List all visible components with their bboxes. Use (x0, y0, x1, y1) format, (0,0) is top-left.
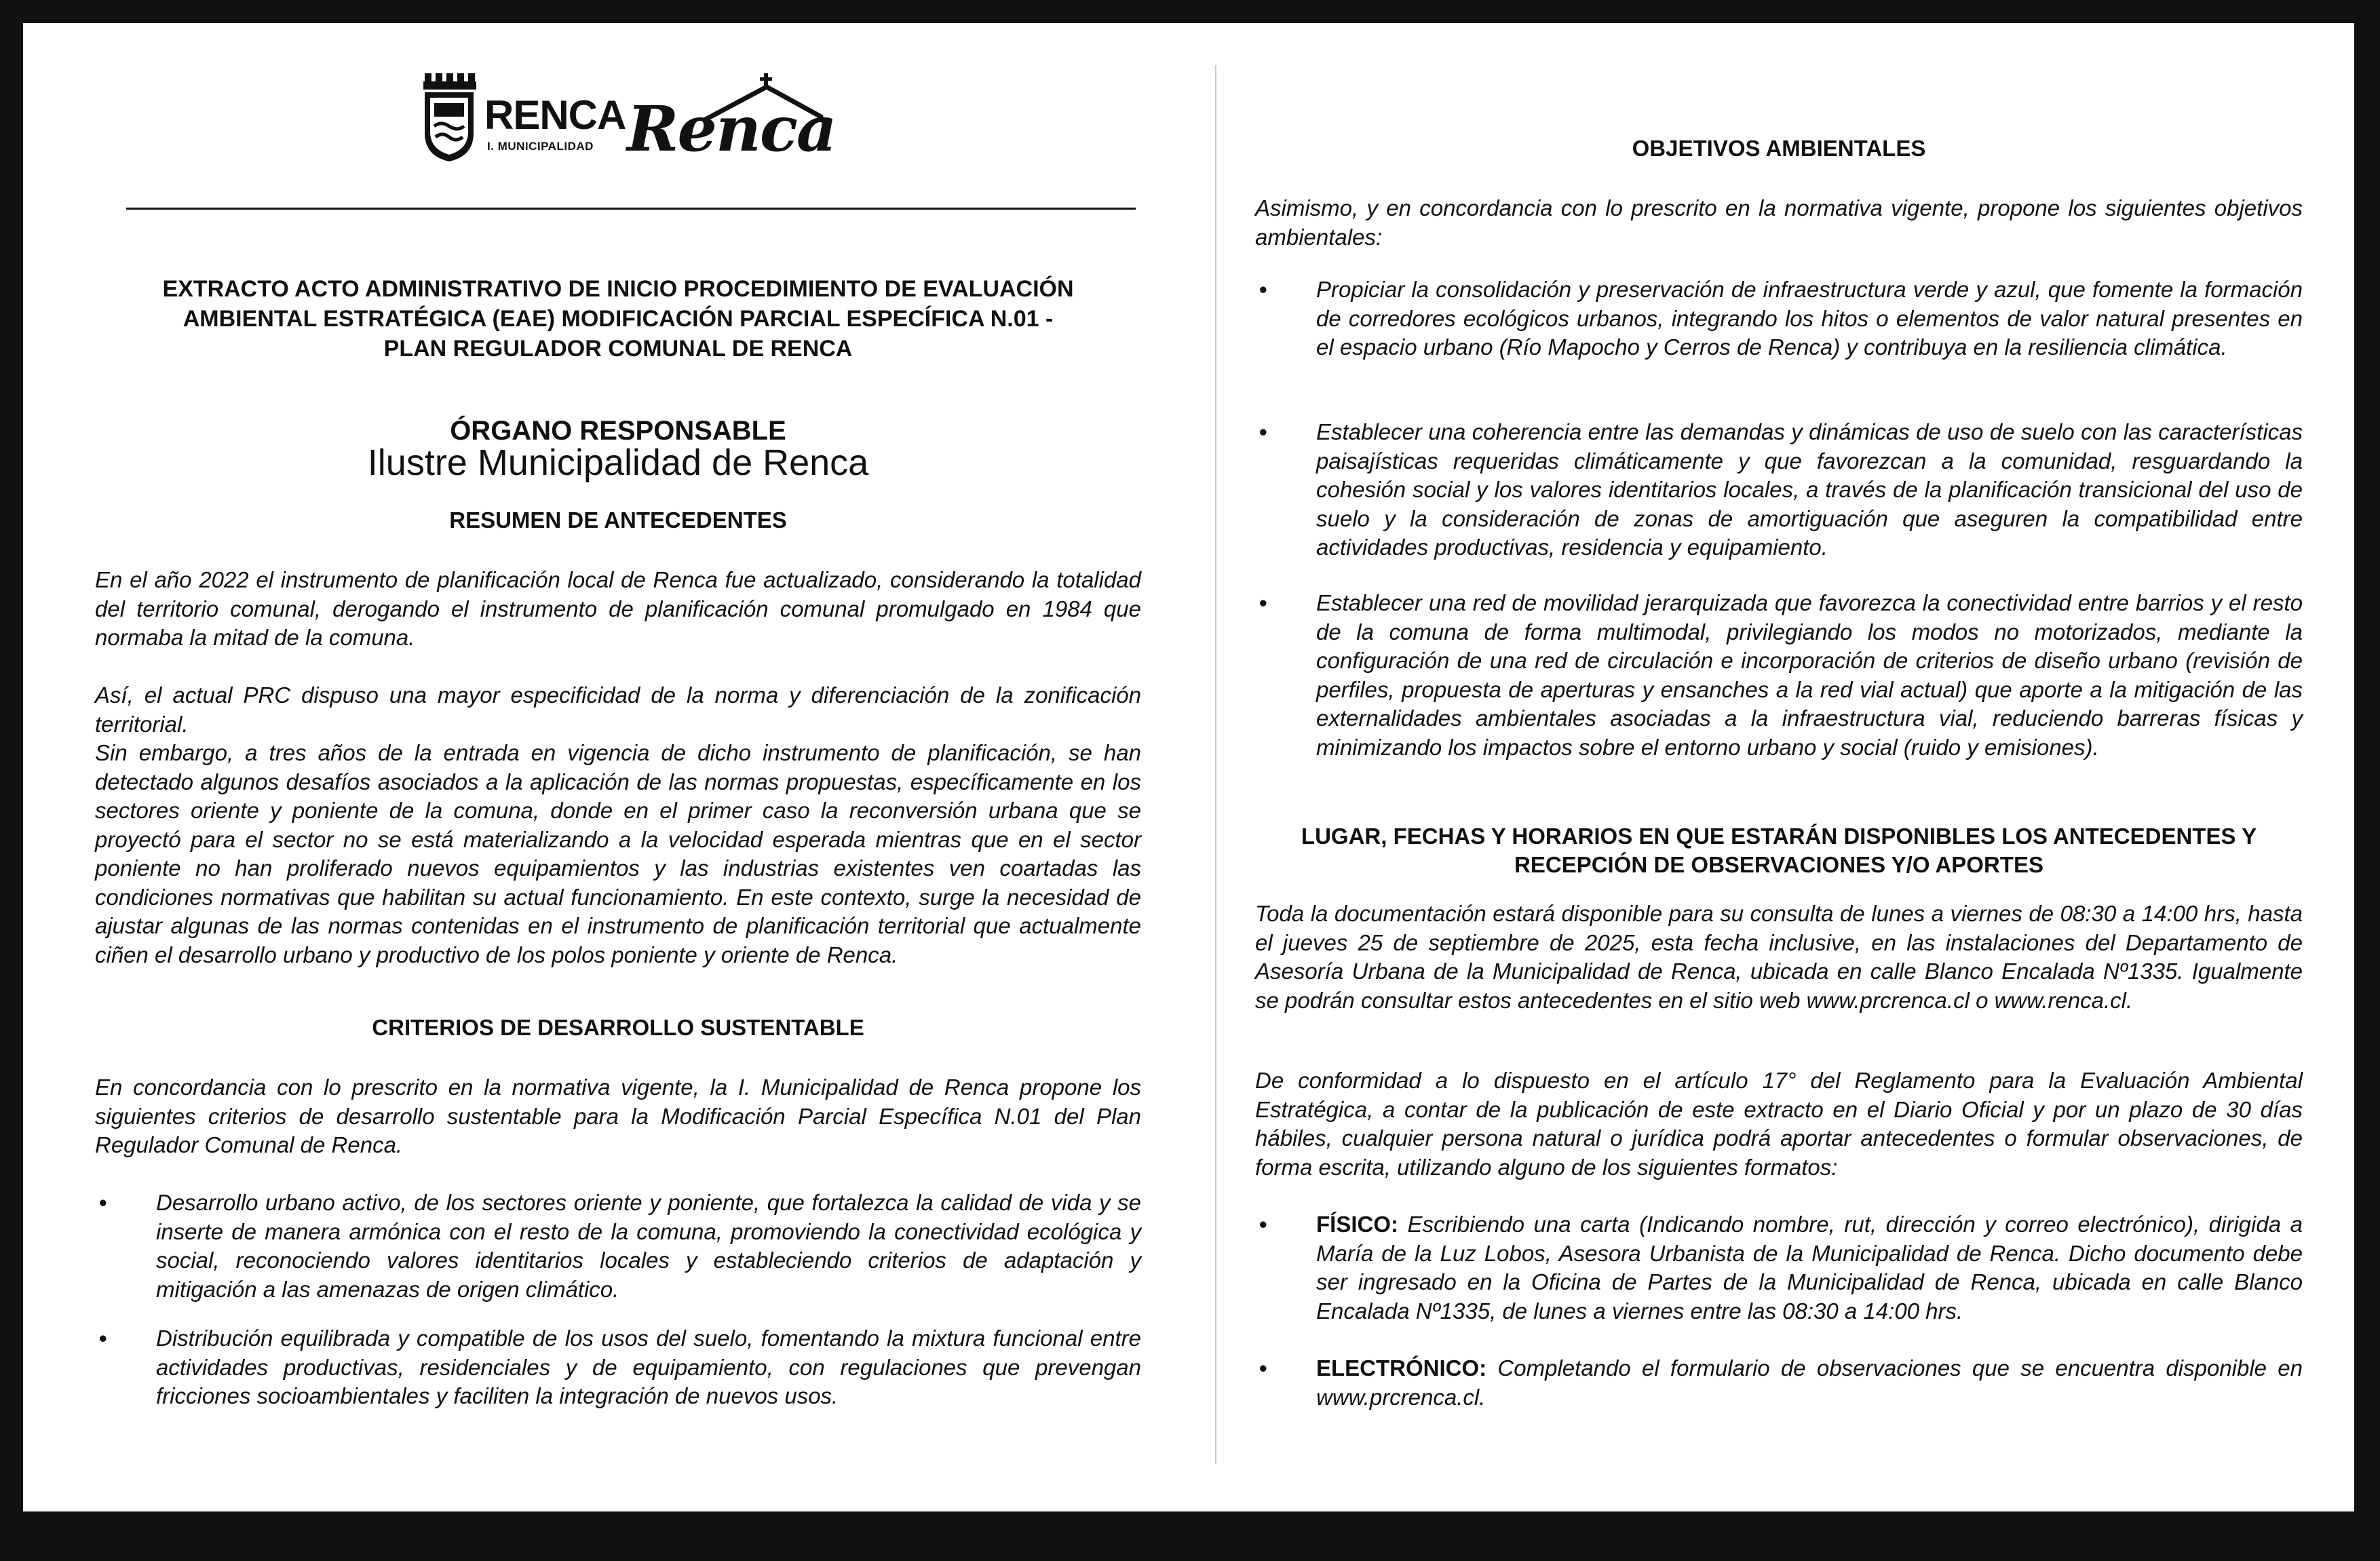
organo-name: Ilustre Municipalidad de Renca (367, 442, 869, 483)
renca-script-logo (624, 72, 836, 174)
bullet-dot: • (1259, 1212, 1267, 1237)
lugar-heading (1255, 822, 2303, 879)
formato-fisico-text (1316, 1210, 2303, 1326)
criterios-heading: CRITERIOS DE DESARROLLO SUSTENTABLE (372, 1015, 864, 1040)
header-rule (126, 208, 1136, 210)
document-page (23, 23, 2354, 1511)
bullet-dot: • (99, 1190, 107, 1215)
document-title (95, 274, 1141, 364)
resumen-paragraph-1: En el año 2022 el instrumento de planificación local de Renca fue actualizado, considerando la totalidad del territorio comunal, derogando el instrumento de planificación comunal promulgado en 1984 que normaba la mitad de la comuna. (95, 567, 1141, 650)
objetivo-item-text: Establecer una red de movilidad jerarquizada que favorezca la conectividad entre barrios y el resto de la comuna de forma multimodal, privilegiando los modos no motorizados, mediante la configuración de una red de circulación e incorporación de criterios de diseño urbano (revisión de perfiles, propuesta de aperturas y ensanches a la red vial actual) que aporte a la mitigación de las externalidades ambientales asociadas a la infraestructura vial, reduciendo barreras físicas y minimizando los impactos sobre el entorno urbano y social (ruido y emisiones). (1316, 590, 2303, 760)
criterio-item-text: Distribución equilibrada y compatible de los usos del suelo, fomentando la mixtura funcional entre actividades productivas, residenciales y de equipamiento, con regulaciones que prevengan fricciones socioambientales y faciliten la integración de nuevos usos. (156, 1326, 1141, 1408)
formato-electronico-label: ELECTRÓNICO: (1316, 1355, 1487, 1381)
objetivo-item-text: Propiciar la consolidación y preservación de infraestructura verde y azul, que fomente la formación de corredores ecológicos urbanos, integrando los hitos o elementos de valor natural presentes en el espacio urbano (Río Mapocho y Cerros de Renca) y contribuya en la resiliencia climática. (1316, 277, 2303, 360)
renca-subtitle: I. MUNICIPALIDAD (487, 140, 594, 153)
formato-electronico-description: Completando el formulario de observaciones que se encuentra disponible en www.prcrenca.cl. (1316, 1355, 2303, 1410)
renca-script-text: Renca (627, 92, 836, 166)
bullet-dot: • (99, 1326, 107, 1351)
bullet-dot: • (1259, 1355, 1267, 1381)
lugar-paragraph-1: Toda la documentación estará disponible para su consulta de lunes a viernes de 08:30 a 14:00 hrs, hasta el jueves 25 de septiembre de 2025, esta fecha inclusive, en las instalaciones del Departamento de Asesoría Urbana de la Municipalidad de Renca, ubicada en calle Blanco Encalada Nº1335. Igualmente se podrán consultar estos antecedentes en el sitio web www.prcrenca.cl o www.renca.cl. (1255, 901, 2303, 1013)
title-line-3: PLAN REGULADOR COMUNAL DE RENCA (383, 336, 853, 362)
criterios-intro: En concordancia con lo prescrito en la normativa vigente, la I. Municipalidad de Renca propone los siguientes criterios de desarrollo sustentable para la Modificación Parcial Específica N.01 del Plan Regulador Comunal de Renca. (95, 1075, 1141, 1157)
formato-electronico-text (1316, 1354, 2303, 1412)
objetivos-heading: OBJETIVOS AMBIENTALES (1632, 136, 1926, 161)
objetivo-item-text: Establecer una coherencia entre las demandas y dinámicas de uso de suelo con las características paisajísticas requeridas climáticamente y que favorezcan a la comunidad, resguardando la cohesión social y los valores identitarios locales, a través de la planificación transicional del uso de suelo y la consideración de zonas de amortiguación que aseguren la compatibilidad entre actividades productivas, residencia y equipamiento. (1316, 419, 2303, 560)
organo-heading: ÓRGANO RESPONSABLE (450, 416, 786, 446)
logo-area (421, 72, 862, 174)
criterio-item-text: Desarrollo urbano activo, de los sectores oriente y poniente, que fortalezca la calidad de vida y se inserte de manera armónica con el resto de la comuna, promoviendo la conectividad ecológica y social, reconociendo valores identitarios locales y estableciendo criterios de adaptación y mitigación a las amenazas de origen climático. (156, 1190, 1141, 1302)
formato-fisico-description: Escribiendo una carta (Indicando nombre, rut, dirección y correo electrónico), dirigida a María de la Luz Lobos, Asesora Urbanista de la Municipalidad de Renca. Dicho documento debe ser ingresado en la Oficina de Partes de la Municipalidad de Renca, ubicada en calle Blanco Encalada Nº1335, de lunes a viernes entre las 08:30 a 14:00 hrs. (1316, 1212, 2303, 1324)
title-line-2: AMBIENTAL ESTRATÉGICA (EAE) MODIFICACIÓN PARCIAL ESPECÍFICA N.01 - (183, 306, 1054, 332)
resumen-heading: RESUMEN DE ANTECEDENTES (449, 507, 787, 533)
renca-coat-of-arms-icon (421, 72, 478, 163)
resumen-paragraph-2: Así, el actual PRC dispuso una mayor especificidad de la norma y diferenciación de la zonificación territorial. (95, 682, 1141, 737)
lugar-heading-line-2: RECEPCIÓN DE OBSERVACIONES Y/O APORTES (1514, 852, 2043, 877)
bullet-dot: • (1259, 277, 1267, 302)
resumen-paragraph-3: Sin embargo, a tres años de la entrada en vigencia de dicho instrumento de planificación, se han detectado algunos desafíos asociados a la aplicación de las normas propuestas, específicamente en los sectores oriente y poniente de la comuna, donde en el primer caso la reconversión urbana que se proyectó para el sector no se está materializando a la velocidad esperada mientras que en el sector poniente no han proliferado nuevos equipamientos y las industrias existentes ven coartadas las condiciones normativas que habilitan su actual funcionamiento. En este contexto, surge la necesidad de ajustar algunas de las normas contenidas en el instrumento de planificación territorial que actualmente ciñen el desarrollo urbano y productivo de los polos poniente y oriente de Renca. (95, 740, 1141, 967)
bullet-dot: • (1259, 590, 1267, 615)
lugar-paragraph-2: De conformidad a lo dispuesto en el artículo 17° del Reglamento para la Evaluación Ambiental Estratégica, a contar de la publicación de este extracto en el Diario Oficial y por un plazo de 30 días hábiles, cualquier persona natural o jurídica podrá aportar antecedentes o formular observaciones, de forma escrita, utilizando alguno de los siguientes formatos: (1255, 1068, 2303, 1180)
bullet-dot: • (1259, 419, 1267, 444)
renca-wordmark: RENCA (484, 92, 626, 138)
objetivos-intro: Asimismo, y en concordancia con lo prescrito en la normativa vigente, propone los siguientes objetivos ambientales: (1255, 195, 2303, 250)
formato-fisico-label: FÍSICO: (1316, 1212, 1398, 1237)
lugar-heading-line-1: LUGAR, FECHAS Y HORARIOS EN QUE ESTARÁN DISPONIBLES LOS ANTECEDENTES Y (1301, 824, 2257, 849)
title-line-1: EXTRACTO ACTO ADMINISTRATIVO DE INICIO PROCEDIMIENTO DE EVALUACIÓN (162, 276, 1074, 302)
column-divider (1215, 65, 1216, 1464)
